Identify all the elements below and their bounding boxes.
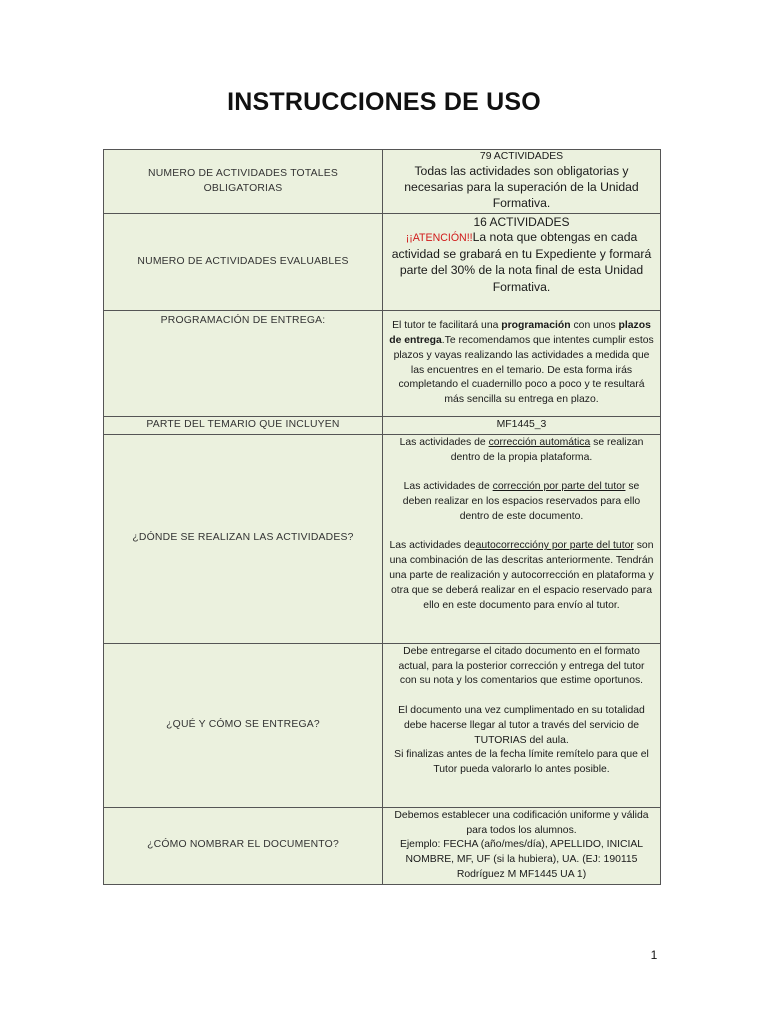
instructions-table (103, 149, 661, 885)
table-row (104, 214, 661, 311)
row-value-nombrar (383, 807, 661, 884)
evaluables-text-block (389, 229, 654, 295)
evaluables-count: 16 ACTIVIDADES (473, 215, 570, 229)
row-label-temario: PARTE DEL TEMARIO QUE INCLUYEN (104, 417, 383, 435)
donde-p3-rest: son una combinación de las descritas anteriormente. Tendrán una parte de realización y autocorrección en plataforma y otra que se deberá realizar en el espacio reservado para ello en este documento para envío al tutor. (389, 540, 654, 611)
donde-p1-underline: corrección automática (488, 436, 591, 448)
donde-p3 (389, 540, 654, 610)
donde-p1-text: Las actividades de (399, 436, 489, 448)
row-label-evaluables: NUMERO DE ACTIVIDADES EVALUABLES (104, 214, 383, 311)
entrega-p2: El documento una vez cumplimentado en su totalidad debe hacerse llegar al tutor a través del servicio de TUTORIAS del aula. (398, 704, 645, 746)
programacion-bold-2: plazos de entrega (389, 320, 651, 346)
table-row (104, 643, 661, 807)
total-text: Todas las actividades son obligatorias y necesarias para la superación de la Unidad Formativa. (404, 164, 639, 211)
donde-p3-underline: autocorrecciónу por parte del tutor (475, 540, 634, 552)
table-row (104, 807, 661, 884)
row-label-total: NUMERO DE ACTIVIDADES TOTALES OBLIGATORIAS (104, 150, 383, 214)
table-row (104, 417, 661, 435)
donde-p1 (400, 437, 644, 463)
nombrar-p1: Debemos establecer una codificación uniforme y válida para todos los alumnos. (394, 809, 649, 836)
donde-p3-text: Las actividades de (389, 540, 476, 552)
table-row (104, 150, 661, 214)
page-title: INSTRUCCIONES DE USO (227, 88, 541, 116)
page-number: 1 (650, 948, 658, 962)
row-value-total (383, 150, 661, 214)
programacion-text-2: con unos (570, 320, 619, 332)
attention-label: ¡¡ATENCIÓN!! (405, 232, 473, 244)
row-value-evaluables (383, 214, 661, 311)
programacion-bold-1: programación (501, 320, 571, 332)
donde-p2-text: Las actividades de (403, 481, 493, 493)
row-value-temario: MF1445_3 (383, 417, 661, 435)
programacion-text-1: El tutor te facilitará una (392, 320, 502, 332)
donde-p2-rest: se deben realizar en los espacios reservados para ello dentro de este documento. (402, 481, 641, 522)
entrega-p3: Si finalizas antes de la fecha límite remítelo para que el Tutor pueda valorarlo lo antes posible. (394, 749, 649, 776)
row-label-donde: ¿DÓNDE SE REALIZAN LAS ACTIVIDADES? (104, 434, 383, 643)
entrega-p1: Debe entregarse el citado documento en el formato actual, para la posterior corrección y entrega del tutor con su nota y los comentarios que estime oportunos. (398, 645, 645, 687)
programacion-text-3: .Te recomendamos que intentes cumplir estos plazos y vayas realizando las actividades a medida que las encuentres en el temario. De esta forma irás completando el cuadernillo poco a poco y te resultará más sencilla su entrega en plazo. (393, 334, 654, 406)
row-label-entrega: ¿QUÉ Y CÓMO SE ENTREGA? (104, 643, 383, 807)
table-row (104, 434, 661, 643)
evaluables-text: La nota que obtengas en cada actividad se grabará en tu Expediente y formará parte del 30% de la nota final de esta Unidad Formativa. (391, 230, 652, 294)
total-count: 79 ACTIVIDADES (479, 151, 564, 162)
row-value-entrega (383, 643, 661, 807)
donde-p2-underline: corrección por parte del tutor (492, 481, 626, 493)
row-value-programacion (383, 311, 661, 417)
row-label-nombrar: ¿CÓMO NOMBRAR EL DOCUMENTO? (104, 807, 383, 884)
row-label-programacion: PROGRAMACIÓN DE ENTREGA: (104, 311, 383, 417)
donde-p2 (403, 481, 640, 522)
donde-p1-rest: se realizan dentro de la propia plataforma. (450, 436, 644, 463)
table-row (104, 311, 661, 417)
row-value-donde (383, 434, 661, 643)
nombrar-p2: Ejemplo: FECHA (año/mes/día), APELLIDO, INICIAL NOMBRE, MF, UF (si la hubiera), UA. (EJ: 190115 Rodríguez M MF1445 UA 1) (399, 839, 644, 880)
